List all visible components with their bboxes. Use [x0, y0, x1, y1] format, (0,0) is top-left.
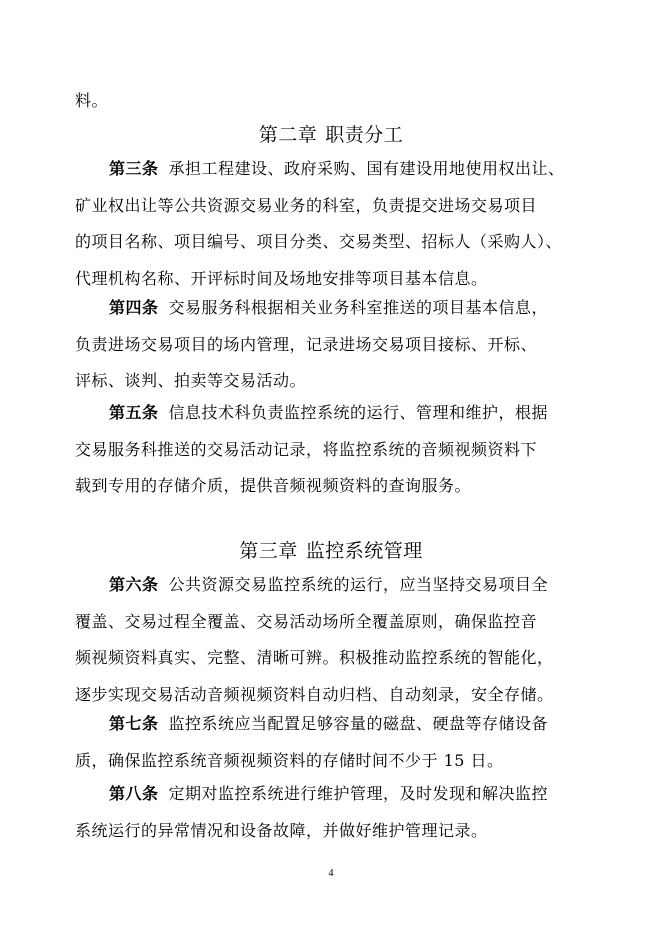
paragraph-line: 频视频资料真实、完整、清晰可辨。积极推动监控系统的智能化， — [75, 648, 554, 667]
paragraph-line: 覆盖、交易过程全覆盖、交易活动场所全覆盖原则，确保监控音 — [75, 611, 538, 631]
paragraph-line — [75, 151, 577, 188]
article-6 — [75, 567, 577, 713]
article-text: 信息技术科负责监控系统的运行、管理和维护，根据 — [168, 403, 549, 422]
article-text: 承担工程建设、政府采购、国有建设用地使用权出让、 — [168, 159, 565, 178]
article-8 — [75, 776, 577, 849]
paragraph-line: 逐步实现交易活动音频视频资料自动归档、自动刻录，安全存储。 — [75, 684, 554, 704]
article-text: 定期对监控系统进行维护管理，及时发现和解决监控 — [168, 784, 549, 803]
article-label: 第七条 — [109, 714, 159, 733]
paragraph-line: 矿业权出让等公共资源交易业务的科室，负责提交进场交易项目 — [75, 195, 538, 215]
paragraph-line: 负责进场交易项目的场内管理，记录进场交易项目接标、开标、 — [75, 334, 538, 354]
paragraph-line: 质，确保监控系统音频视频资料的存储时间不少于 15 日。 — [75, 750, 504, 770]
paragraph-line: 评标、谈判、拍卖等交易活动。 — [75, 371, 307, 390]
paragraph-line — [75, 706, 577, 743]
article-7 — [75, 706, 577, 779]
paragraph-line — [75, 290, 577, 327]
paragraph-line: 系统运行的异常情况和设备故障，并做好维护管理记录。 — [75, 820, 488, 840]
article-text: 监控系统应当配置足够容量的磁盘、硬盘等存储设备 — [168, 714, 549, 733]
paragraph-line: 载到专用的存储介质，提供音频视频资料的查询服务。 — [75, 476, 472, 495]
article-label: 第三条 — [109, 159, 159, 178]
page-number: 4 — [328, 868, 334, 879]
paragraph-line — [75, 395, 577, 432]
chapter-heading — [0, 120, 662, 147]
paragraph-line — [75, 776, 577, 813]
article-label: 第五条 — [109, 403, 159, 422]
article-3 — [75, 151, 577, 297]
chapter-number: 第二章 — [258, 124, 318, 146]
paragraph-line: 交易服务科推送的交易活动记录，将监控系统的音频视频资料下 — [75, 439, 538, 459]
chapter-heading — [0, 536, 662, 563]
article-5 — [75, 395, 577, 505]
article-text: 公共资源交易监控系统的运行，应当坚持交易项目全 — [168, 575, 549, 594]
chapter-title: 监控系统管理 — [305, 540, 423, 562]
paragraph-line: 料。 — [75, 91, 109, 110]
chapter-number: 第三章 — [239, 540, 298, 562]
continuation-text — [75, 83, 577, 120]
chapter-title: 职责分工 — [325, 124, 404, 146]
article-text: 交易服务科根据相关业务科室推送的项目基本信息， — [168, 298, 549, 317]
article-4 — [75, 290, 577, 400]
article-label: 第六条 — [109, 575, 159, 594]
paragraph-line — [75, 567, 577, 604]
paragraph-line: 代理机构名称、开评标时间及场地安排等项目基本信息。 — [75, 268, 488, 288]
article-label: 第八条 — [109, 784, 159, 803]
article-label: 第四条 — [109, 298, 159, 317]
paragraph-line: 的项目名称、项目编号、项目分类、交易类型、招标人（采购人）、 — [75, 232, 563, 251]
